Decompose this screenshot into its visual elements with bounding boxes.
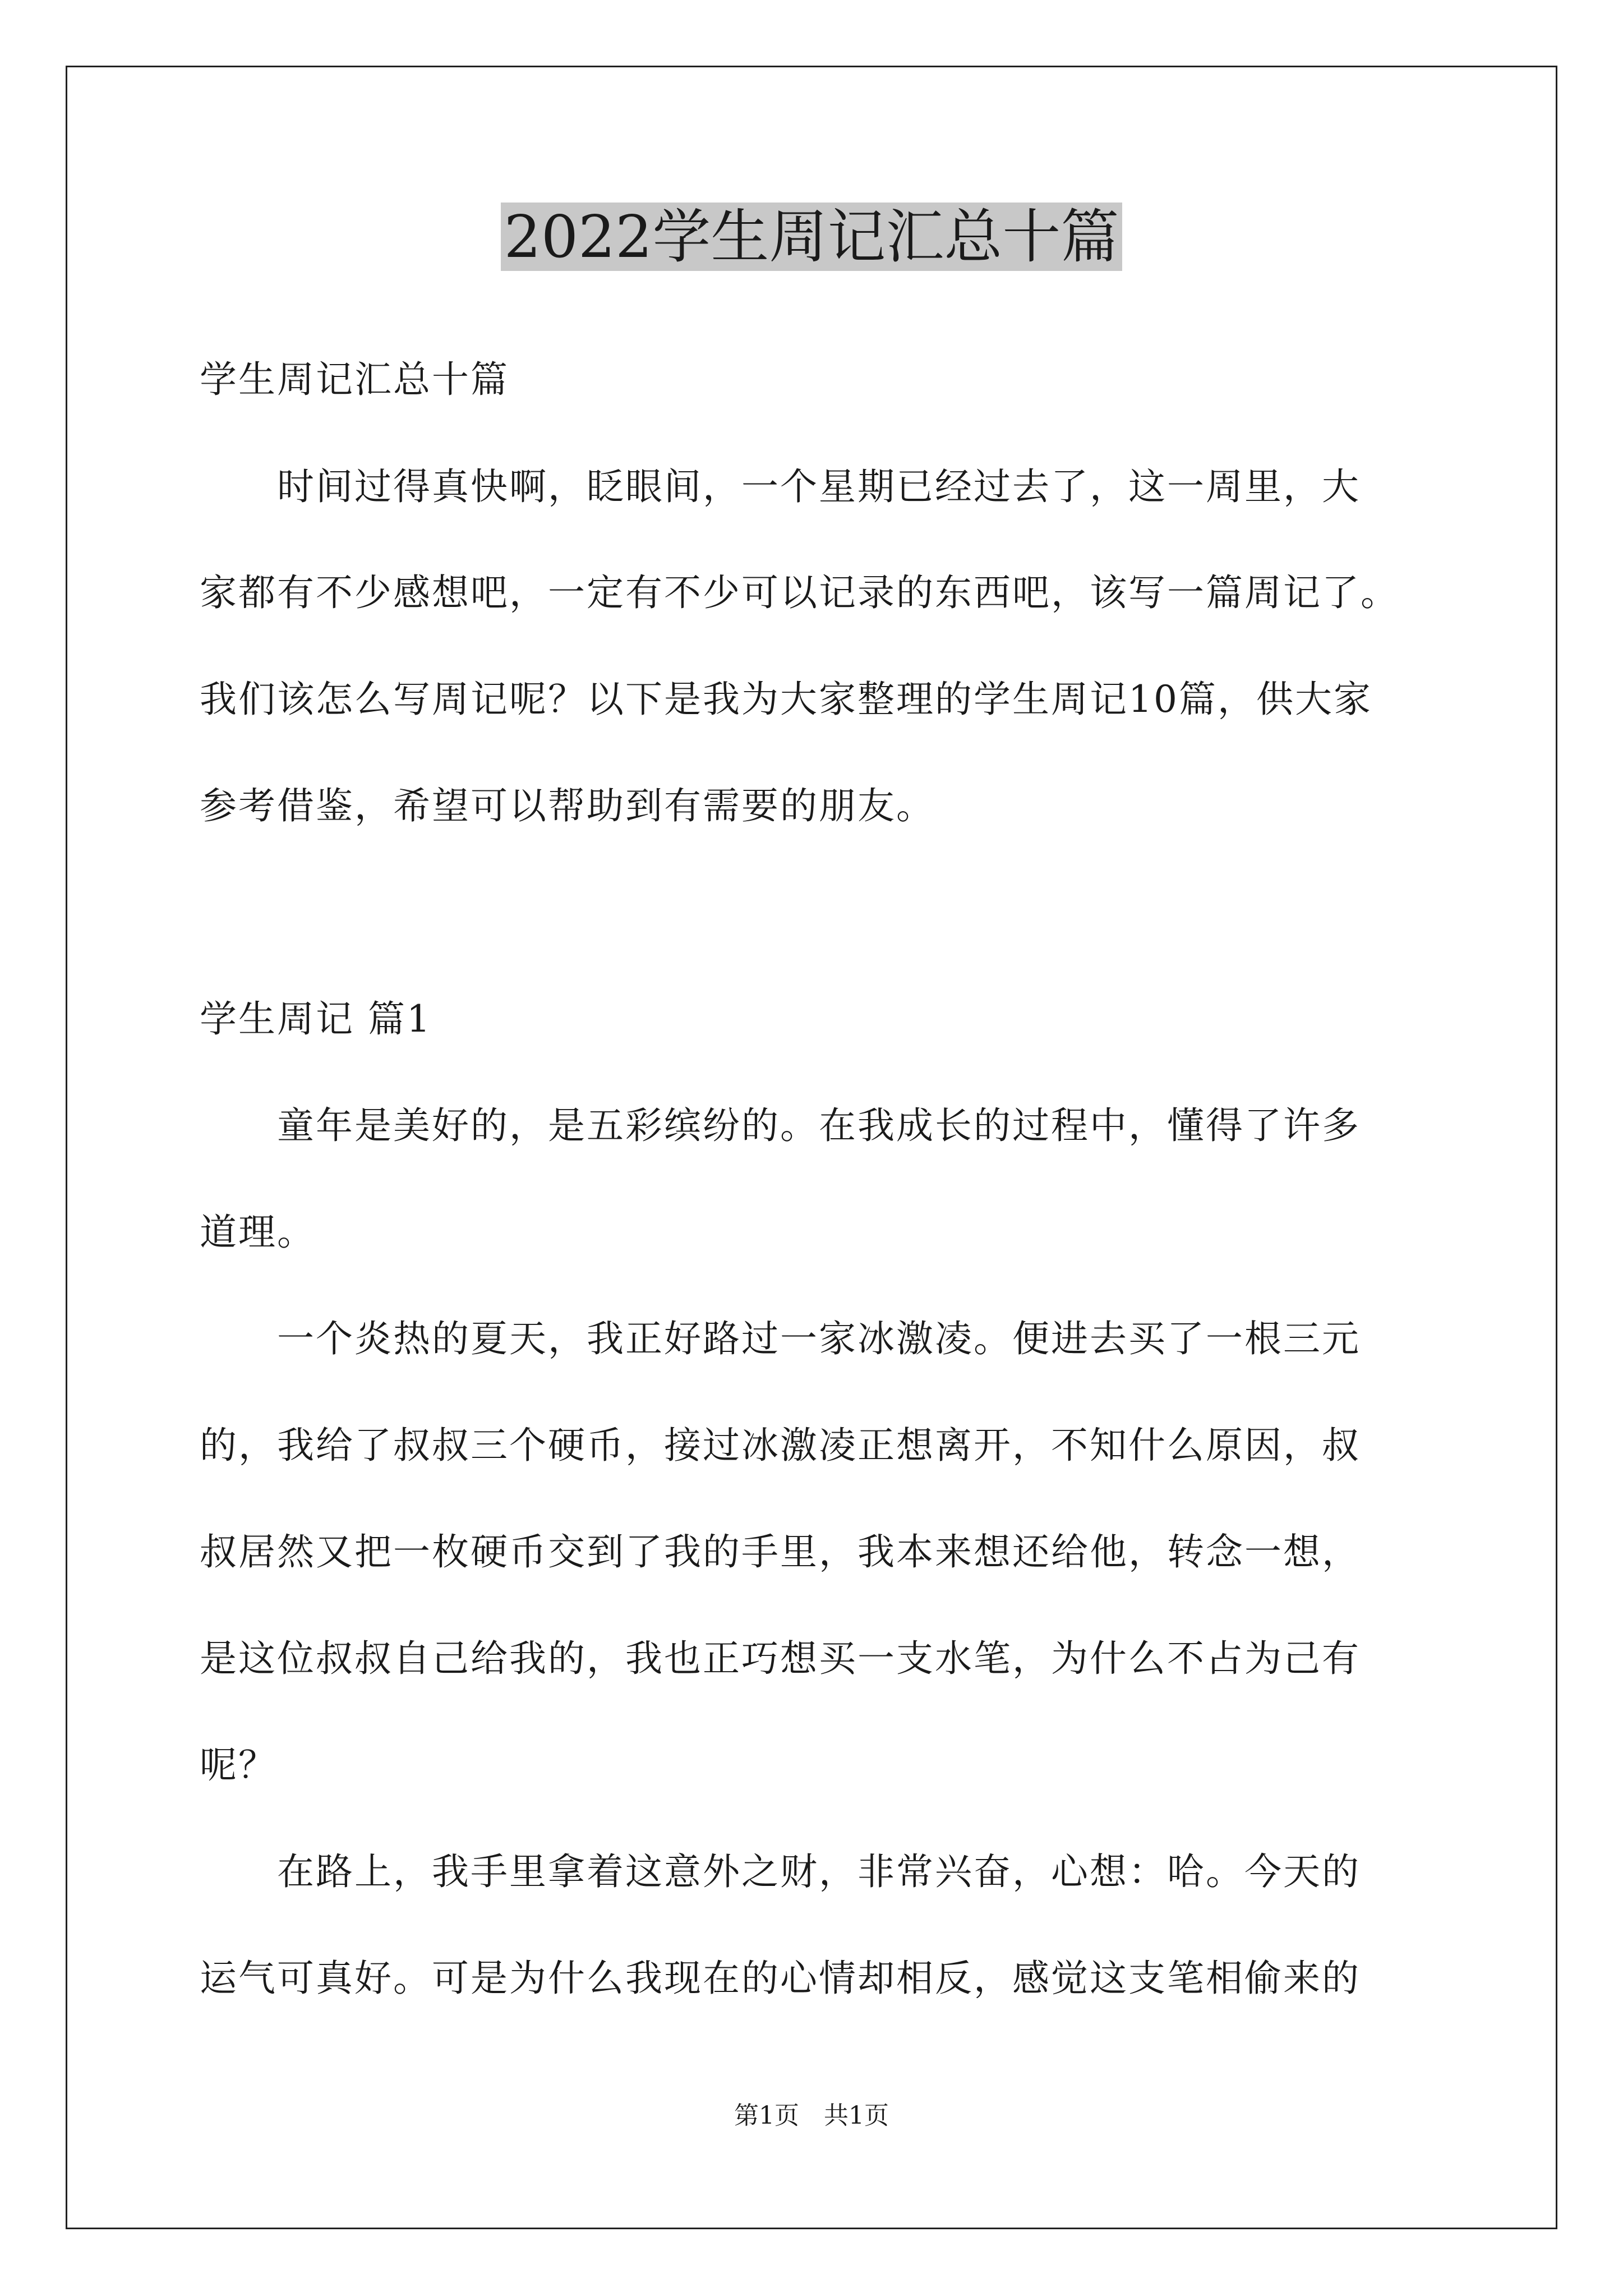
document-subtitle: 学生周记汇总十篇 [200, 358, 509, 401]
document-title-text: 2022学生周记汇总十篇 [501, 203, 1123, 271]
body-line-8: 在路上，我手里拿着这意外之财，非常兴奋，心想：哈。今天的 [200, 1850, 1361, 1893]
document-title [0, 197, 1623, 276]
intro-line-1: 时间过得真快啊，眨眼间，一个星期已经过去了，这一周里，大 [200, 465, 1361, 508]
intro-line-3: 我们该怎么写周记呢？以下是我为大家整理的学生周记10篇，供大家 [200, 678, 1372, 721]
intro-line-4: 参考借鉴，希望可以帮助到有需要的朋友。 [200, 784, 935, 827]
body-line-9: 运气可真好。可是为什么我现在的心情却相反，感觉这支笔相偷来的 [200, 1957, 1361, 2000]
body-line-3: 一个炎热的夏天，我正好路过一家冰激凌。便进去买了一根三元 [200, 1317, 1361, 1360]
body-line-5: 叔居然又把一枚硬币交到了我的手里，我本来想还给他，转念一想， [200, 1530, 1361, 1573]
body-line-6: 是这位叔叔自己给我的，我也正巧想买一支水笔，为什么不占为己有 [200, 1637, 1361, 1680]
page-footer: 第1页 共1页 [734, 2101, 889, 2130]
section-heading: 学生周记 篇1 [200, 997, 432, 1041]
body-line-2: 道理。 [200, 1211, 316, 1254]
body-line-7: 呢？ [200, 1743, 277, 1787]
body-line-1: 童年是美好的，是五彩缤纷的。在我成长的过程中，懂得了许多 [200, 1104, 1361, 1147]
intro-line-2: 家都有不少感想吧，一定有不少可以记录的东西吧，该写一篇周记了。 [200, 571, 1399, 614]
body-line-4: 的，我给了叔叔三个硬币，接过冰激凌正想离开，不知什么原因，叔 [200, 1424, 1361, 1467]
